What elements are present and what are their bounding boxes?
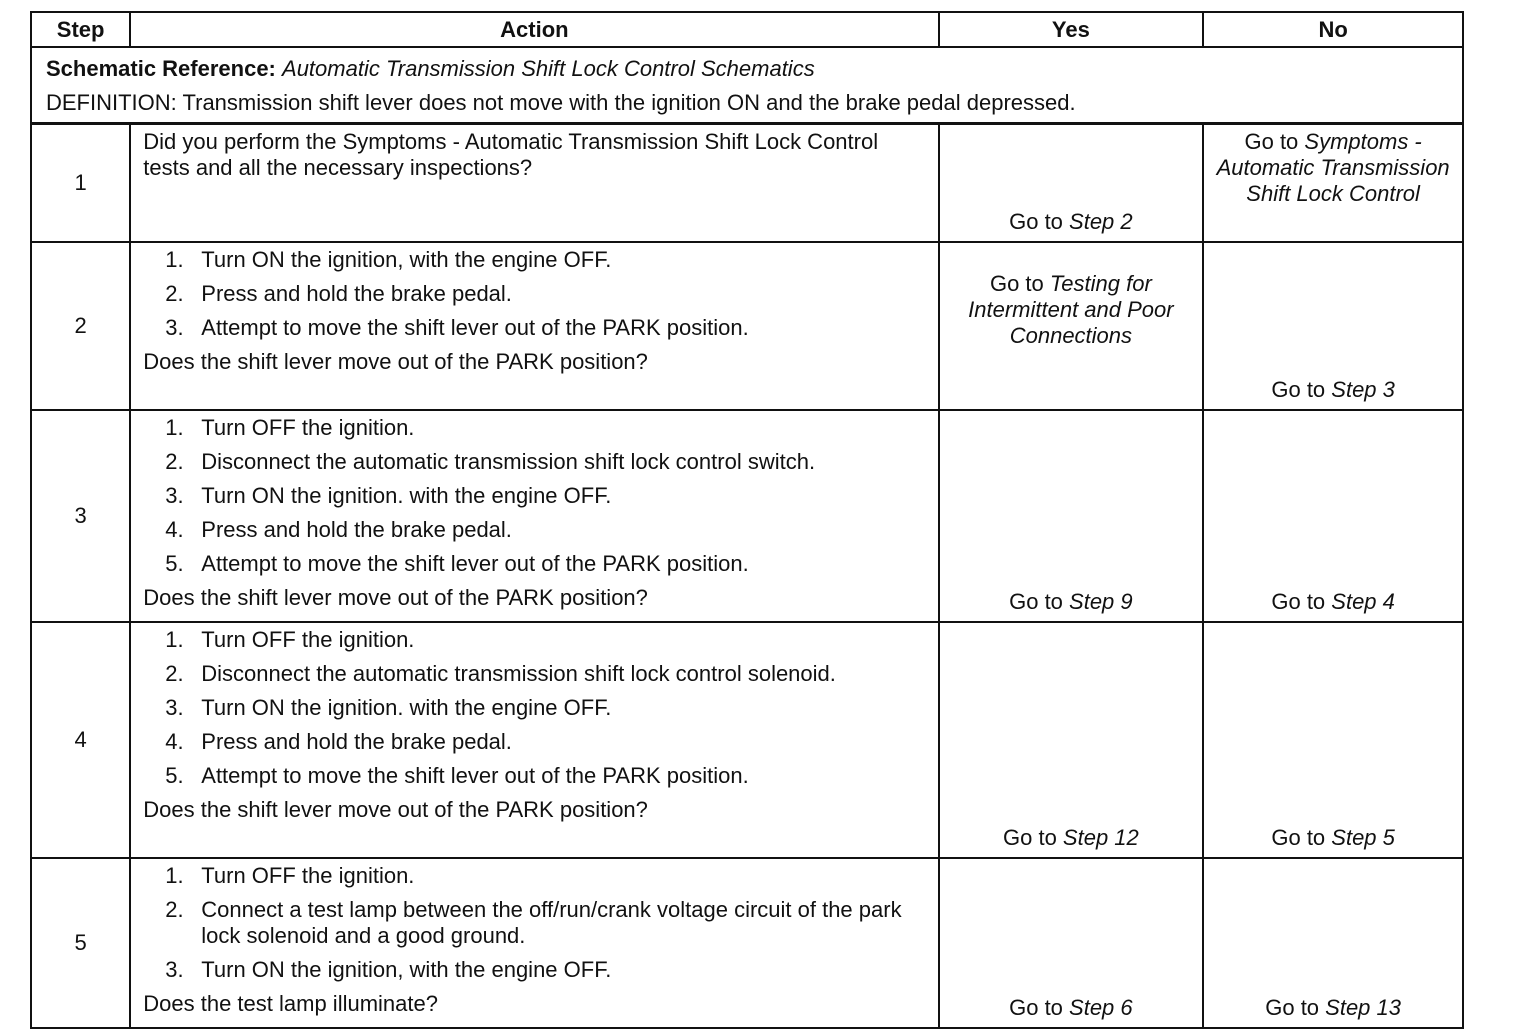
no-prefix: Go to <box>1265 995 1326 1020</box>
instruction-text: Turn ON the ignition, with the engine OFF. <box>201 957 612 982</box>
step-number: 5 <box>31 858 130 1028</box>
no-target-link[interactable]: Step 5 <box>1331 825 1395 850</box>
instruction-item: 2. Connect a test lamp between the off/run/crank voltage circuit of the park lock solenoid and a good ground. <box>165 897 902 948</box>
step-question: Does the shift lever move out of the PARK position? <box>143 585 648 610</box>
table-row <box>31 124 1463 243</box>
instruction-item: 2. Press and hold the brake pedal. <box>165 281 512 306</box>
no-cell[interactable] <box>1203 410 1463 622</box>
step-number: 4 <box>31 622 130 858</box>
yes-cell[interactable] <box>939 858 1204 1028</box>
instruction-text: Turn OFF the ignition. <box>201 627 415 652</box>
instruction-text: Turn OFF the ignition. <box>201 415 415 440</box>
instruction-text: Connect a test lamp between the off/run/crank voltage circuit of the park lock solenoid and a good ground. <box>201 897 902 948</box>
no-prefix: Go to <box>1271 377 1332 402</box>
instruction-text: Attempt to move the shift lever out of the PARK position. <box>201 315 749 340</box>
yes-cell[interactable] <box>939 242 1204 410</box>
instruction-text: Press and hold the brake pedal. <box>201 517 512 542</box>
diagnostic-table <box>30 11 1464 1029</box>
action-cell <box>130 124 938 243</box>
yes-prefix: Go to <box>1009 589 1070 614</box>
yes-prefix: Go to <box>989 271 1050 296</box>
instruction-item: 1. Turn OFF the ignition. <box>165 863 415 888</box>
no-target-link[interactable]: Step 13 <box>1325 995 1401 1020</box>
reference-row <box>31 47 1463 124</box>
no-target-link[interactable]: Step 4 <box>1331 589 1395 614</box>
reference-cell <box>31 47 1463 124</box>
table-row <box>31 410 1463 622</box>
instruction-item: 5. Attempt to move the shift lever out of the PARK position. <box>165 551 749 576</box>
schematic-reference <box>46 52 1448 86</box>
instruction-item: 3. Turn ON the ignition, with the engine OFF. <box>165 957 612 982</box>
instruction-item: 4. Press and hold the brake pedal. <box>165 729 512 754</box>
no-prefix: Go to <box>1271 825 1332 850</box>
instruction-item: 3. Turn ON the ignition. with the engine OFF. <box>165 695 612 720</box>
no-cell[interactable] <box>1203 858 1463 1028</box>
no-target-link[interactable]: Step 3 <box>1331 377 1395 402</box>
no-target-link[interactable]: Symptoms - Automatic Transmission Shift Lock Control <box>1216 129 1450 206</box>
step-number: 1 <box>31 124 130 243</box>
header-yes: Yes <box>939 12 1204 47</box>
step-number: 3 <box>31 410 130 622</box>
no-cell[interactable] <box>1203 622 1463 858</box>
schematic-reference-label: Schematic Reference: <box>46 56 276 81</box>
header-row <box>31 12 1463 47</box>
instruction-text: Attempt to move the shift lever out of the PARK position. <box>201 551 749 576</box>
instruction-text: Turn ON the ignition. with the engine OFF. <box>201 483 612 508</box>
action-cell <box>130 410 938 622</box>
instruction-item: 4. Press and hold the brake pedal. <box>165 517 512 542</box>
instruction-list <box>143 247 927 341</box>
yes-target-link[interactable]: Step 12 <box>1062 825 1139 850</box>
instruction-item: 1. Turn OFF the ignition. <box>165 415 415 440</box>
instruction-text: Turn OFF the ignition. <box>201 863 415 888</box>
step-question: Does the shift lever move out of the PARK position? <box>143 349 648 374</box>
action-cell <box>130 858 938 1028</box>
action-cell <box>130 622 938 858</box>
instruction-text: Turn ON the ignition. with the engine OFF. <box>201 695 612 720</box>
instruction-text: Attempt to move the shift lever out of the PARK position. <box>201 763 749 788</box>
yes-target-link[interactable]: Step 2 <box>1069 209 1133 234</box>
instruction-item: 2. Disconnect the automatic transmission shift lock control switch. <box>165 449 816 474</box>
instruction-text: Disconnect the automatic transmission shift lock control solenoid. <box>201 661 836 686</box>
yes-target-link[interactable]: Step 6 <box>1069 995 1133 1020</box>
header-step: Step <box>31 12 130 47</box>
instruction-text: Press and hold the brake pedal. <box>201 281 512 306</box>
yes-prefix: Go to <box>1009 995 1070 1020</box>
table-row <box>31 858 1463 1028</box>
step-question: Does the shift lever move out of the PARK position? <box>143 797 648 822</box>
yes-cell[interactable] <box>939 410 1204 622</box>
step-number: 2 <box>31 242 130 410</box>
instruction-text: Turn ON the ignition, with the engine OFF. <box>201 247 612 272</box>
instruction-item: 2. Disconnect the automatic transmission shift lock control solenoid. <box>165 661 836 686</box>
instruction-text: Press and hold the brake pedal. <box>201 729 512 754</box>
instruction-list <box>143 627 927 789</box>
no-cell[interactable] <box>1203 242 1463 410</box>
yes-cell[interactable] <box>939 622 1204 858</box>
instruction-item: 3. Attempt to move the shift lever out of the PARK position. <box>165 315 749 340</box>
yes-target-link[interactable]: Testing for Intermittent and Poor Connections <box>968 271 1174 348</box>
instruction-item: 3. Turn ON the ignition. with the engine OFF. <box>165 483 612 508</box>
table-row <box>31 242 1463 410</box>
schematic-reference-title[interactable]: Automatic Transmission Shift Lock Control Schematics <box>282 56 815 81</box>
instruction-text: Disconnect the automatic transmission shift lock control switch. <box>201 449 816 474</box>
instruction-list <box>143 863 927 983</box>
no-prefix: Go to <box>1271 589 1332 614</box>
header-no: No <box>1203 12 1463 47</box>
yes-target-link[interactable]: Step 9 <box>1069 589 1133 614</box>
step-question: Does the test lamp illuminate? <box>143 991 438 1016</box>
yes-cell[interactable] <box>939 124 1204 243</box>
instruction-item: 1. Turn ON the ignition, with the engine OFF. <box>165 247 612 272</box>
yes-prefix: Go to <box>1003 825 1063 850</box>
instruction-item: 5. Attempt to move the shift lever out of the PARK position. <box>165 763 749 788</box>
definition-text: DEFINITION: Transmission shift lever does not move with the ignition ON and the brake pedal depressed. <box>46 90 1076 115</box>
instruction-item: 1. Turn OFF the ignition. <box>165 627 415 652</box>
yes-prefix: Go to <box>1009 209 1070 234</box>
action-cell <box>130 242 938 410</box>
no-prefix: Go to <box>1244 129 1305 154</box>
table-row <box>31 622 1463 858</box>
no-cell[interactable] <box>1203 124 1463 243</box>
header-action: Action <box>130 12 938 47</box>
instruction-list <box>143 415 927 577</box>
step-question: Did you perform the Symptoms - Automatic Transmission Shift Lock Control tests and all the necessary inspections? <box>143 129 879 180</box>
